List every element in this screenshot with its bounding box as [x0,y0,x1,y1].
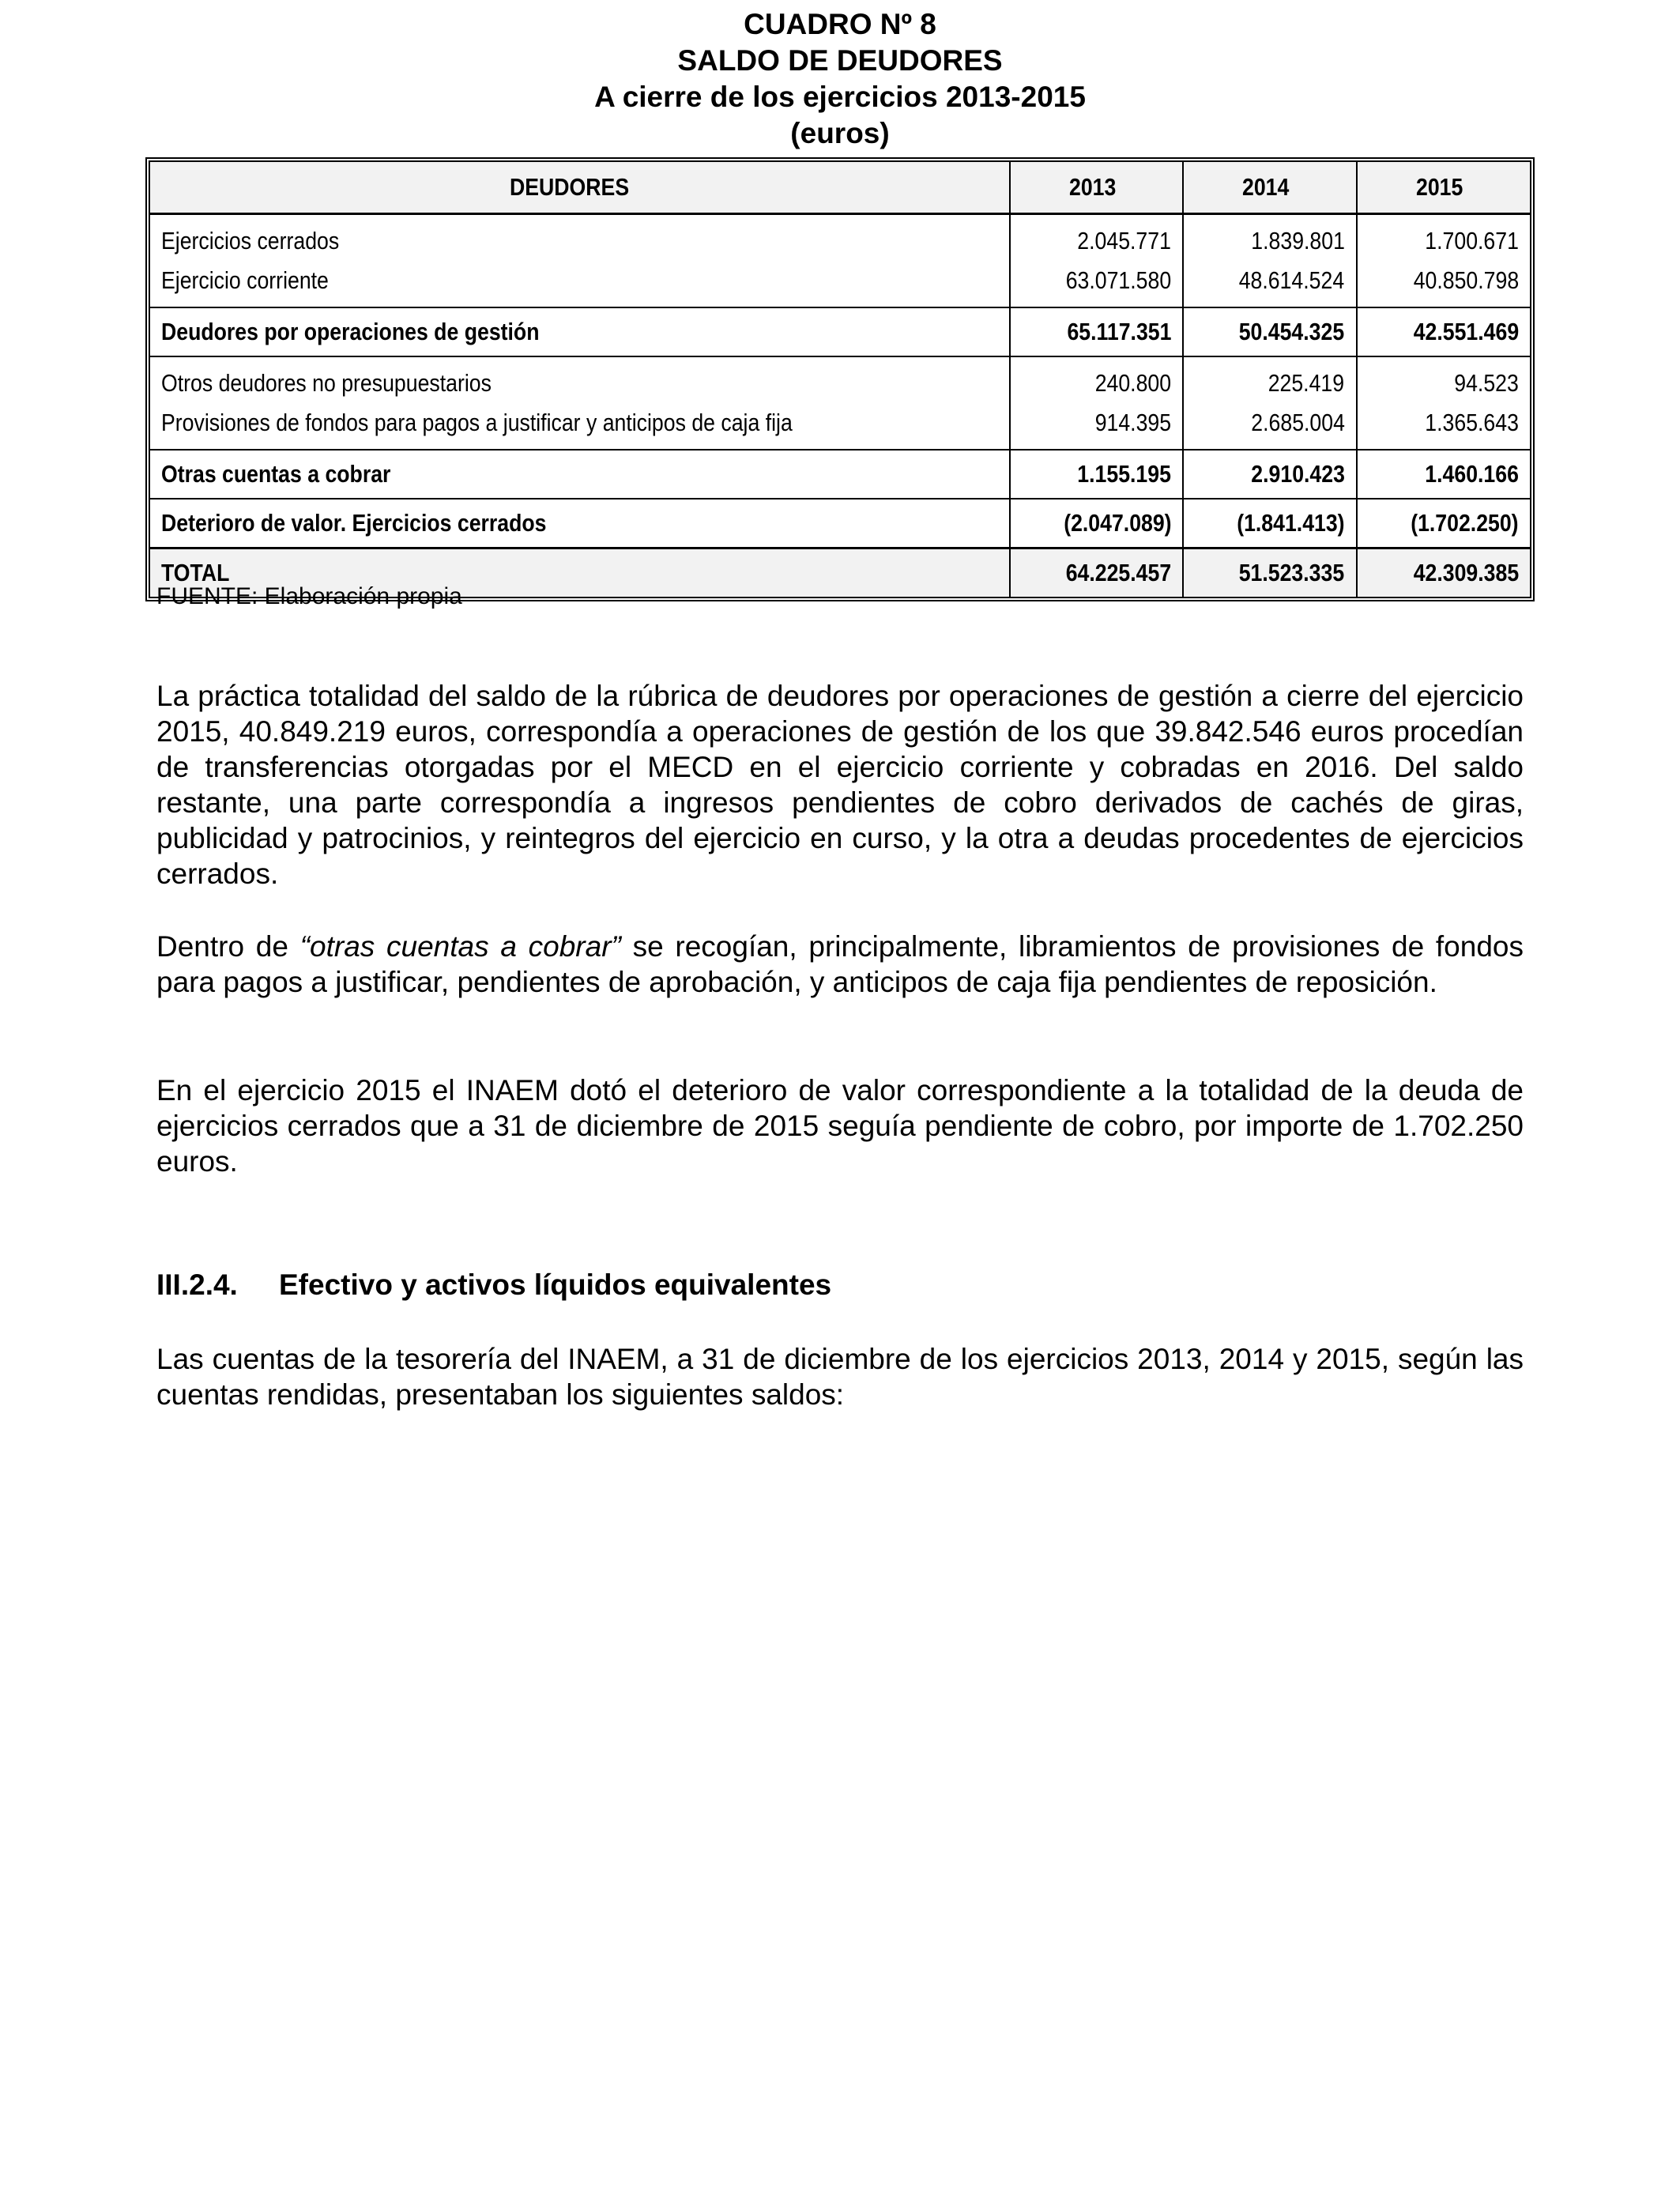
deudores-table [150,162,1530,597]
cell-2014: (1.841.413) [1183,499,1356,548]
column-header: 2015 [1357,162,1530,214]
row-label: Ejercicio corriente [161,266,329,294]
row-label: Otros deudores no presupuestarios [161,369,492,397]
cell-2015: 40.850.798 [1357,261,1530,307]
table-header-row [150,162,1530,214]
table-row [150,403,1530,450]
cell-2013: 63.071.580 [1010,261,1183,307]
cell-2013: 2.045.771 [1010,214,1183,262]
cell-2015: 1.365.643 [1357,403,1530,450]
cell-2014: 225.419 [1183,356,1356,403]
column-header: 2013 [1010,162,1183,214]
cell-2013: 914.395 [1010,403,1183,450]
deudores-table-frame [145,157,1535,601]
paragraph-otras-cuentas [156,929,1524,1000]
paragraph-text: Dentro de [156,930,300,963]
table-subtotal-row [150,307,1530,356]
column-header: 2014 [1183,162,1356,214]
cell-2013: 64.225.457 [1010,548,1183,598]
section-heading [156,1269,831,1302]
cell-2015: 1.700.671 [1357,214,1530,262]
table-row [150,356,1530,403]
row-label: Provisiones de fondos para pagos a justificar y anticipos de caja fija [161,409,793,436]
cell-2014: 51.523.335 [1183,548,1356,598]
row-label: Deterioro de valor. Ejercicios cerrados [150,499,1010,548]
column-header: DEUDORES [150,162,1010,214]
paragraph-text: se recogían, principalmente, libramientos de provisiones de fondos para pagos a justificar, pendientes de aprobación, y anticipos de caja fija pendientes de reposición. [156,930,1524,998]
table-source-note: FUENTE: Elaboración propia [156,583,462,609]
cell-2013: (2.047.089) [1010,499,1183,548]
paragraph-deudores-gestion: La práctica totalidad del saldo de la rúbrica de deudores por operaciones de gestión a cierre del ejercicio 2015, 40.849.219 euros, correspondía a operaciones de gestión de los que 39.842.546 euros procedían de transferencias otorgadas por el MECD en el ejercicio corriente y cobradas en 2016. Del saldo restante, una parte correspondía a ingresos pendientes de cobro derivados de cachés de giras, publicidad y patrocinios, y reintegros del ejercicio en curso, y la otra a deudas procedentes de ejercicios cerrados. [156,680,1524,890]
caption-line-2: SALDO DE DEUDORES [677,44,1003,77]
cell-2014: 1.839.801 [1183,214,1356,262]
row-label: Otras cuentas a cobrar [150,450,1010,499]
caption-line-1: CUADRO Nº 8 [744,8,936,40]
table-row [150,214,1530,262]
table-subtotal-row [150,499,1530,548]
cell-2013: 1.155.195 [1010,450,1183,499]
cell-2014: 2.685.004 [1183,403,1356,450]
caption-line-3: A cierre de los ejercicios 2013-2015 [594,81,1086,113]
cell-2014: 2.910.423 [1183,450,1356,499]
cell-2015: 94.523 [1357,356,1530,403]
paragraph-italic-term: “otras cuentas a cobrar” [299,930,621,963]
row-label: Ejercicios cerrados [161,227,340,254]
section-title: Efectivo y activos líquidos equivalentes [279,1269,832,1301]
cell-2014: 50.454.325 [1183,307,1356,356]
table-row [150,261,1530,307]
cell-2015: 42.309.385 [1357,548,1530,598]
cell-2015: (1.702.250) [1357,499,1530,548]
cell-2015: 42.551.469 [1357,307,1530,356]
table-subtotal-row [150,450,1530,499]
paragraph-deterioro: En el ejercicio 2015 el INAEM dotó el deterioro de valor correspondiente a la totalidad de la deuda de ejercicios cerrados que a 31 de diciembre de 2015 seguía pendiente de cobro, por importe de 1.702.250 euros. [156,1074,1524,1178]
row-label: Deudores por operaciones de gestión [150,307,1010,356]
cell-2015: 1.460.166 [1357,450,1530,499]
cell-2013: 65.117.351 [1010,307,1183,356]
paragraph-tesoreria: Las cuentas de la tesorería del INAEM, a 31 de diciembre de los ejercicios 2013, 2014 y 2015, según las cuentas rendidas, presentaban los siguientes saldos: [156,1343,1524,1411]
section-number: III.2.4. [156,1269,238,1301]
cell-2013: 240.800 [1010,356,1183,403]
table-caption [0,6,1680,152]
caption-line-4: (euros) [790,117,890,149]
cell-2014: 48.614.524 [1183,261,1356,307]
row-label: TOTAL [150,548,1010,598]
